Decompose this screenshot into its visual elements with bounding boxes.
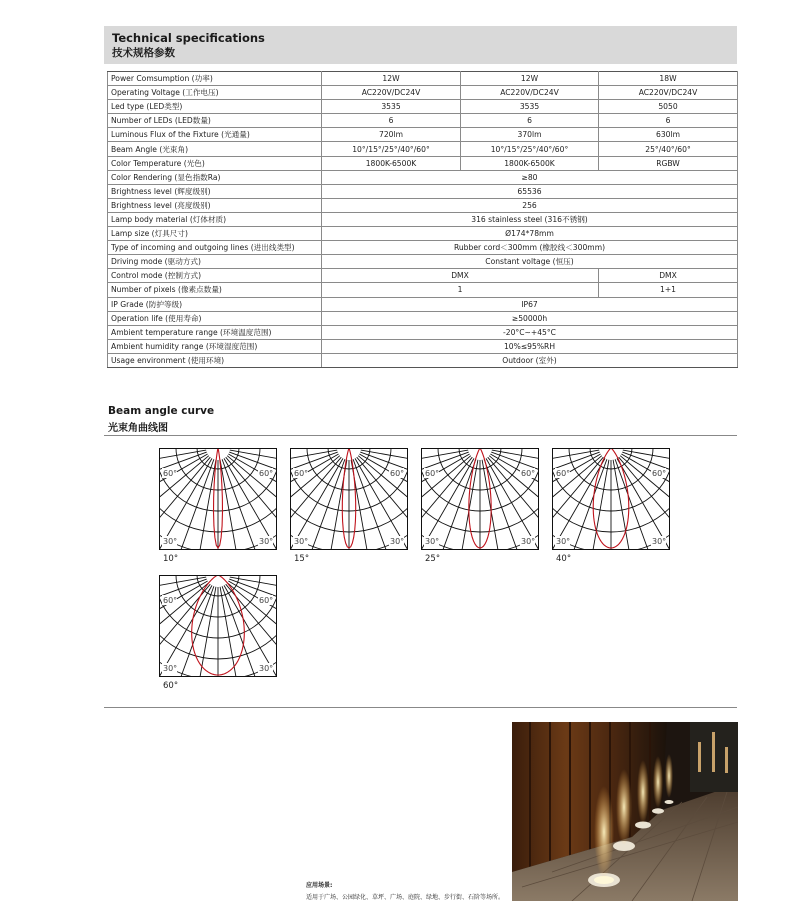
grid-angle-label: 60° [294, 469, 309, 478]
grid-angle-label: 30° [163, 537, 178, 546]
grid-angle-label: 60° [259, 596, 274, 605]
spec-value: 12W [322, 72, 461, 86]
spec-value: 316 stainless steel (316不锈钢) [322, 212, 738, 226]
application-photo [512, 722, 738, 901]
beam-curve-chart [290, 448, 408, 559]
spec-value: ≥80 [322, 170, 738, 184]
spec-value: AC220V/DC24V [599, 86, 738, 100]
spec-value: 6 [599, 114, 738, 128]
spec-value: -20°C~+45°C [322, 325, 738, 339]
spec-label: Number of LEDs (LED数量) [108, 114, 322, 128]
polar-grid [159, 575, 277, 677]
grid-angle-label: 60° [521, 469, 536, 478]
spec-value: 1 [322, 283, 599, 297]
spec-label: Beam Angle (光束角) [108, 142, 322, 156]
spec-header-band [104, 26, 737, 64]
grid-angle-label: 30° [163, 664, 178, 673]
grid-angle-label: 60° [390, 469, 405, 478]
spec-value: Outdoor (室外) [322, 353, 738, 367]
spec-label: Color Temperature (光色) [108, 156, 322, 170]
beam-angle-label: 15° [294, 554, 310, 564]
spec-value: 6 [461, 114, 599, 128]
spec-label: Number of pixels (像素点数量) [108, 283, 322, 297]
spec-row [108, 156, 738, 170]
spec-label: Operating Voltage (工作电压) [108, 86, 322, 100]
spec-label: Ambient temperature range (环境温度范围) [108, 325, 322, 339]
spec-value: 10%≤95%RH [322, 339, 738, 353]
grid-angle-label: 60° [425, 469, 440, 478]
polar-grid [421, 448, 539, 550]
spec-row [108, 255, 738, 269]
spec-value: 720lm [322, 128, 461, 142]
spec-table [107, 71, 738, 368]
grid-angle-label: 60° [556, 469, 571, 478]
spec-value: 3535 [461, 100, 599, 114]
spec-row [108, 100, 738, 114]
spec-label: Ambient humidity range (环境湿度范围) [108, 339, 322, 353]
polar-grid [159, 448, 277, 550]
spec-label: Lamp body material (灯体材质) [108, 212, 322, 226]
beam-angle-label: 60° [163, 681, 179, 691]
spec-row [108, 325, 738, 339]
caption-title: 应用场景: [306, 882, 333, 889]
polar-grid [552, 448, 670, 550]
spec-label: Lamp size (灯具尺寸) [108, 227, 322, 241]
spec-label: Power Comsumption (功率) [108, 72, 322, 86]
beam-curve-chart [552, 448, 670, 559]
spec-label: Driving mode (驱动方式) [108, 255, 322, 269]
spec-label: Usage environment (使用环境) [108, 353, 322, 367]
spec-value: 5050 [599, 100, 738, 114]
spec-value: 3535 [322, 100, 461, 114]
spec-value: AC220V/DC24V [322, 86, 461, 100]
spec-value: 1+1 [599, 283, 738, 297]
spec-row [108, 353, 738, 367]
spec-row [108, 339, 738, 353]
spec-value: 12W [461, 72, 599, 86]
spec-row [108, 184, 738, 198]
grid-angle-label: 60° [652, 469, 667, 478]
spec-row [108, 128, 738, 142]
spec-label: Type of incoming and outgoing lines (进出线类型) [108, 241, 322, 255]
beam-angle-label: 25° [425, 554, 441, 564]
grid-angle-label: 30° [390, 537, 405, 546]
spec-value: 370lm [461, 128, 599, 142]
spec-title-en: Technical specifications [112, 31, 265, 45]
spec-row [108, 241, 738, 255]
spec-label: Brightness level (辉度级别) [108, 184, 322, 198]
spec-value: Rubber cord＜300mm (橡胶线＜300mm) [322, 241, 738, 255]
spec-row [108, 227, 738, 241]
spec-label: Operation life (使用寿命) [108, 311, 322, 325]
spec-value: RGBW [599, 156, 738, 170]
spec-label: Brightness level (亮度级别) [108, 198, 322, 212]
spec-value: 18W [599, 72, 738, 86]
beam-angle-label: 10° [163, 554, 179, 564]
spec-row [108, 142, 738, 156]
spec-row [108, 86, 738, 100]
grid-angle-label: 60° [163, 596, 178, 605]
spec-value: 25°/40°/60° [599, 142, 738, 156]
beam-angle-label: 40° [556, 554, 572, 564]
spec-label: IP Grade (防护等级) [108, 297, 322, 311]
spec-value: 10°/15°/25°/40°/60° [461, 142, 599, 156]
grid-angle-label: 30° [521, 537, 536, 546]
spec-value: 10°/15°/25°/40°/60° [322, 142, 461, 156]
spec-row [108, 269, 738, 283]
spec-value: 256 [322, 198, 738, 212]
beam-curve-chart [159, 448, 277, 559]
spec-value: DMX [599, 269, 738, 283]
spec-row [108, 283, 738, 297]
spec-value: 1800K-6500K [461, 156, 599, 170]
grid-angle-label: 30° [294, 537, 309, 546]
grid-angle-label: 30° [556, 537, 571, 546]
grid-angle-label: 30° [425, 537, 440, 546]
grid-angle-label: 30° [259, 537, 274, 546]
spec-label: Color Rendering (显色指数Ra) [108, 170, 322, 184]
bottom-divider [104, 707, 737, 708]
spec-row [108, 114, 738, 128]
spec-row [108, 212, 738, 226]
spec-row [108, 297, 738, 311]
spec-row [108, 72, 738, 86]
spec-value: IP67 [322, 297, 738, 311]
beam-section-title-en: Beam angle curve [108, 405, 215, 417]
beam-curve-chart [159, 575, 277, 686]
grid-angle-label: 30° [259, 664, 274, 673]
polar-grid [290, 448, 408, 550]
spec-title-cn: 技术规格参数 [112, 47, 175, 59]
spec-value: 1800K-6500K [322, 156, 461, 170]
spec-value: 630lm [599, 128, 738, 142]
spec-value: Ø174*78mm [322, 227, 738, 241]
caption-text: 适用于广场、公园绿化、草坪、广场、庭院、绿地、步行街、石阶等场所。 [306, 894, 505, 901]
spec-row [108, 198, 738, 212]
spec-value: 65536 [322, 184, 738, 198]
beam-curve-chart [421, 448, 539, 559]
spec-value: Constant voltage (恒压) [322, 255, 738, 269]
spec-value: AC220V/DC24V [461, 86, 599, 100]
grid-angle-label: 30° [652, 537, 667, 546]
spec-value: 6 [322, 114, 461, 128]
spec-label: Control mode (控制方式) [108, 269, 322, 283]
spec-label: Luminous Flux of the Fixture (光通量) [108, 128, 322, 142]
spec-value: DMX [322, 269, 599, 283]
spec-value: ≥50000h [322, 311, 738, 325]
beam-section-title-cn: 光束角曲线图 [108, 423, 168, 434]
spec-row [108, 170, 738, 184]
grid-angle-label: 60° [163, 469, 178, 478]
spec-row [108, 311, 738, 325]
spec-label: Led type (LED类型) [108, 100, 322, 114]
grid-angle-label: 60° [259, 469, 274, 478]
beam-section-divider [104, 435, 737, 436]
